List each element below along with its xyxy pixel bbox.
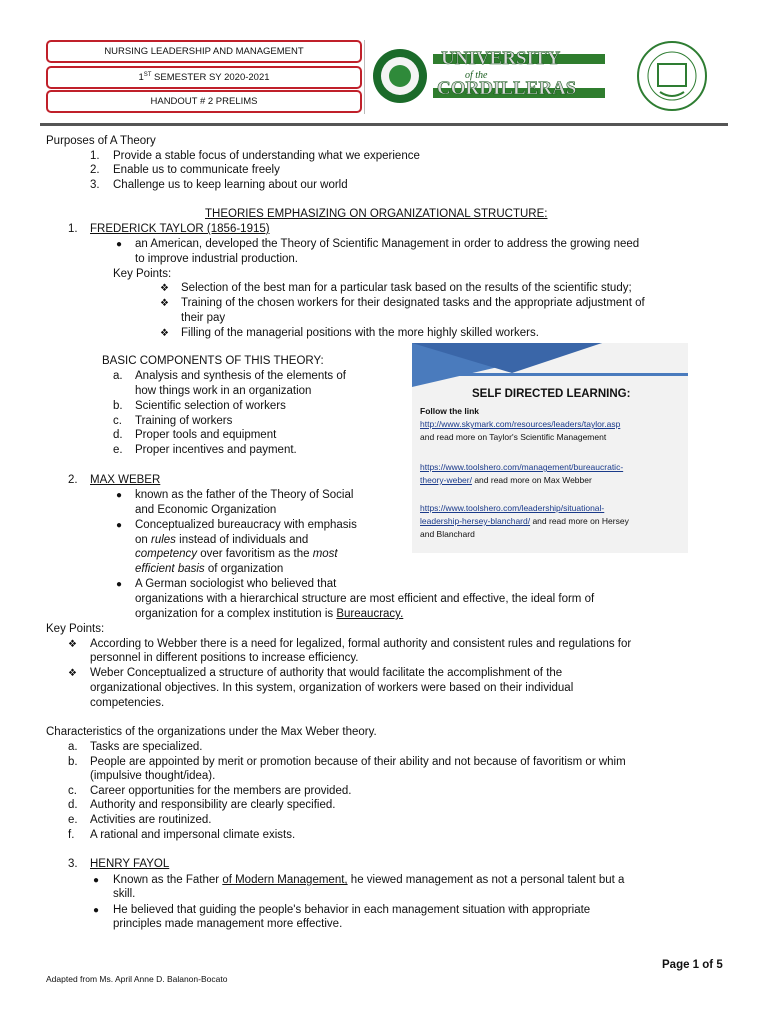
weber-b3c-pre: organization for a complex institution is	[135, 608, 337, 620]
fayol-b1-post: he viewed management as not a personal talent but a	[347, 874, 625, 886]
weber-b1b: and Economic Organization	[135, 504, 277, 516]
diamond-bullet-icon: ❖	[68, 639, 77, 650]
component-c: Training of workers	[135, 415, 233, 427]
weber-b2c-italic: competency	[135, 548, 198, 560]
diamond-bullet-icon: ❖	[160, 298, 169, 309]
header-divider	[364, 40, 365, 114]
sdl-link-taylor[interactable]: http://www.skymark.com/resources/leaders/taylor.asp	[420, 419, 621, 429]
char-d: Authority and responsibility are clearly specified.	[90, 799, 336, 811]
bullet-icon: ●	[93, 875, 100, 886]
weber-b2b-pre: on	[135, 534, 151, 546]
char-letter-e: e.	[68, 814, 78, 826]
bullet-icon: ●	[116, 520, 123, 531]
weber-b3a: A German sociologist who believed that	[135, 578, 337, 590]
weber-b2b-italic: rules	[151, 534, 176, 546]
semester-num: 1	[138, 72, 144, 83]
component-letter-e: e.	[113, 444, 123, 456]
fayol-num: 3.	[68, 858, 78, 870]
purpose-item-3: Challenge us to keep learning about our world	[113, 179, 348, 191]
sdl-follow: Follow the link	[420, 406, 480, 416]
taylor-name: FREDERICK TAYLOR (1856-1915)	[90, 223, 270, 235]
header-rule	[40, 123, 728, 126]
handout-title: HANDOUT # 2 PRELIMS	[150, 96, 258, 107]
char-letter-a: a.	[68, 741, 78, 753]
purposes-title: Purposes of A Theory	[46, 135, 156, 147]
weber-kp2b: organizational objectives. In this system, organization of workers were based on their individual	[90, 682, 574, 694]
semester-text: SEMESTER SY 2020-2021	[151, 72, 270, 83]
page-number: Page 1 of 5	[662, 959, 723, 971]
sdl-after-2: and read more on Max Webber	[471, 475, 592, 485]
sdl-title: SELF DIRECTED LEARNING:	[472, 388, 631, 400]
university-logo	[373, 40, 609, 112]
weber-kp2a: Weber Conceptualized a structure of authority that would facilitate the accomplishment of the	[90, 667, 563, 679]
weber-b2c-mid: over favoritism as the	[197, 548, 313, 560]
char-e: Activities are routinized.	[90, 814, 212, 826]
fayol-b1-pre: Known as the Father	[113, 874, 223, 886]
weber-keypoints-label: Key Points:	[46, 623, 105, 635]
university-seal	[626, 40, 718, 112]
bullet-icon: ●	[93, 905, 100, 916]
basic-components-label: BASIC COMPONENTS OF THIS THEORY:	[102, 355, 324, 367]
taylor-kp-2a: Training of the chosen workers for their designated tasks and the appropriate adjustment of	[181, 297, 645, 309]
purpose-item-2: Enable us to communicate freely	[113, 164, 280, 176]
char-letter-f: f.	[68, 829, 75, 841]
sdl-after-3a: and read more on Hersey	[530, 516, 629, 526]
taylor-kp-1: Selection of the best man for a particular task based on the results of the scientific study;	[181, 282, 632, 294]
purpose-num-1: 1.	[90, 150, 100, 162]
component-a-2: how things work in an organization	[135, 385, 312, 397]
char-letter-d: d.	[68, 799, 78, 811]
taylor-num: 1.	[68, 223, 78, 235]
weber-b2d-post: of organization	[204, 563, 284, 575]
weber-b2a: Conceptualized bureaucracy with emphasis	[135, 519, 357, 531]
taylor-keypoints-label: Key Points:	[113, 268, 172, 280]
fayol-b2b: principles made management more effective.	[113, 918, 343, 930]
handout-box	[46, 90, 362, 113]
section-title: THEORIES EMPHASIZING ON ORGANIZATIONAL STRUCTURE:	[205, 208, 548, 220]
taylor-kp-3: Filling of the managerial positions with the more highly skilled workers.	[181, 327, 539, 339]
course-title-box	[46, 40, 362, 63]
sdl-link-hersey-a[interactable]: https://www.toolshero.com/leadership/situational-	[420, 503, 605, 513]
component-letter-d: d.	[113, 429, 123, 441]
weber-b2b-post: instead of individuals and	[175, 534, 309, 546]
sdl-after-3b: and Blanchard	[420, 529, 475, 539]
char-f: A rational and impersonal climate exists.	[90, 829, 296, 841]
purpose-num-3: 3.	[90, 179, 100, 191]
char-c: Career opportunities for the members are provided.	[90, 785, 352, 797]
purpose-num-2: 2.	[90, 164, 100, 176]
taylor-kp-2b: their pay	[181, 312, 226, 324]
component-d: Proper tools and equipment	[135, 429, 277, 441]
characteristics-title: Characteristics of the organizations under the Max Weber theory.	[46, 726, 377, 738]
char-letter-c: c.	[68, 785, 77, 797]
char-letter-b: b.	[68, 756, 78, 768]
diamond-bullet-icon: ❖	[160, 328, 169, 339]
weber-num: 2.	[68, 474, 78, 486]
bullet-icon: ●	[116, 490, 123, 501]
fayol-b2a: He believed that guiding the people's behavior in each management situation with appropriate	[113, 904, 591, 916]
component-b: Scientific selection of workers	[135, 400, 286, 412]
component-letter-b: b.	[113, 400, 123, 412]
weber-b2d-italic: efficient basis	[135, 563, 205, 575]
purpose-item-1: Provide a stable focus of understanding what we experience	[113, 150, 420, 162]
diamond-bullet-icon: ❖	[160, 283, 169, 294]
weber-b1a: known as the father of the Theory of Social	[135, 489, 354, 501]
diamond-bullet-icon: ❖	[68, 668, 77, 679]
logo-text-3: CORDILLERAS	[437, 78, 577, 99]
weber-kp1b: personnel in different positions to increase efficiency.	[90, 652, 359, 664]
weber-bureaucracy: Bureaucracy.	[336, 608, 404, 620]
weber-b2c-italic2: most	[312, 548, 338, 560]
bullet-icon: ●	[116, 579, 123, 590]
taylor-bullet-1a: an American, developed the Theory of Scientific Management in order to address the growing need	[135, 238, 640, 250]
taylor-bullet-1b: to improve industrial production.	[135, 253, 298, 265]
semester-box	[46, 66, 362, 89]
semester-sup: ST	[143, 71, 152, 78]
char-a: Tasks are specialized.	[90, 741, 203, 753]
weber-b3b: organizations with a hierarchical structure are most efficient and effective, the ideal form of	[135, 593, 595, 605]
adapted-from: Adapted from Ms. April Anne D. Balanon-Bocato	[46, 974, 228, 984]
component-letter-a: a.	[113, 370, 123, 382]
char-b-2: (impulsive thought/idea).	[90, 770, 216, 782]
fayol-modern-management: of Modern Management,	[222, 874, 348, 886]
component-letter-c: c.	[113, 415, 122, 427]
component-e: Proper incentives and payment.	[135, 444, 297, 456]
fayol-name: HENRY FAYOL	[90, 858, 170, 870]
bullet-icon: ●	[116, 239, 123, 250]
weber-name: MAX WEBER	[90, 474, 161, 486]
fayol-b1b: skill.	[113, 888, 136, 900]
logo-text-1: UNIVERSITY	[441, 48, 561, 69]
char-b: People are appointed by merit or promotion because of their ability and not because of favoritism or whim	[90, 756, 626, 768]
sdl-link-weber-b[interactable]: theory-weber/	[420, 475, 472, 485]
weber-kp1a: According to Webber there is a need for legalized, formal authority and consistent rules and regulations for	[90, 638, 632, 650]
course-title: NURSING LEADERSHIP AND MANAGEMENT	[104, 46, 304, 57]
component-a-1: Analysis and synthesis of the elements of	[135, 370, 346, 382]
sdl-link-weber-a[interactable]: https://www.toolshero.com/management/bureaucratic-	[420, 462, 624, 472]
sdl-decoration	[412, 343, 690, 387]
sdl-after-1: and read more on Taylor's Scientific Management	[420, 432, 607, 442]
sdl-link-hersey-b[interactable]: leadership-hersey-blanchard/	[420, 516, 531, 526]
weber-kp2c: competencies.	[90, 697, 165, 709]
logo-text-2: of the	[465, 70, 488, 81]
